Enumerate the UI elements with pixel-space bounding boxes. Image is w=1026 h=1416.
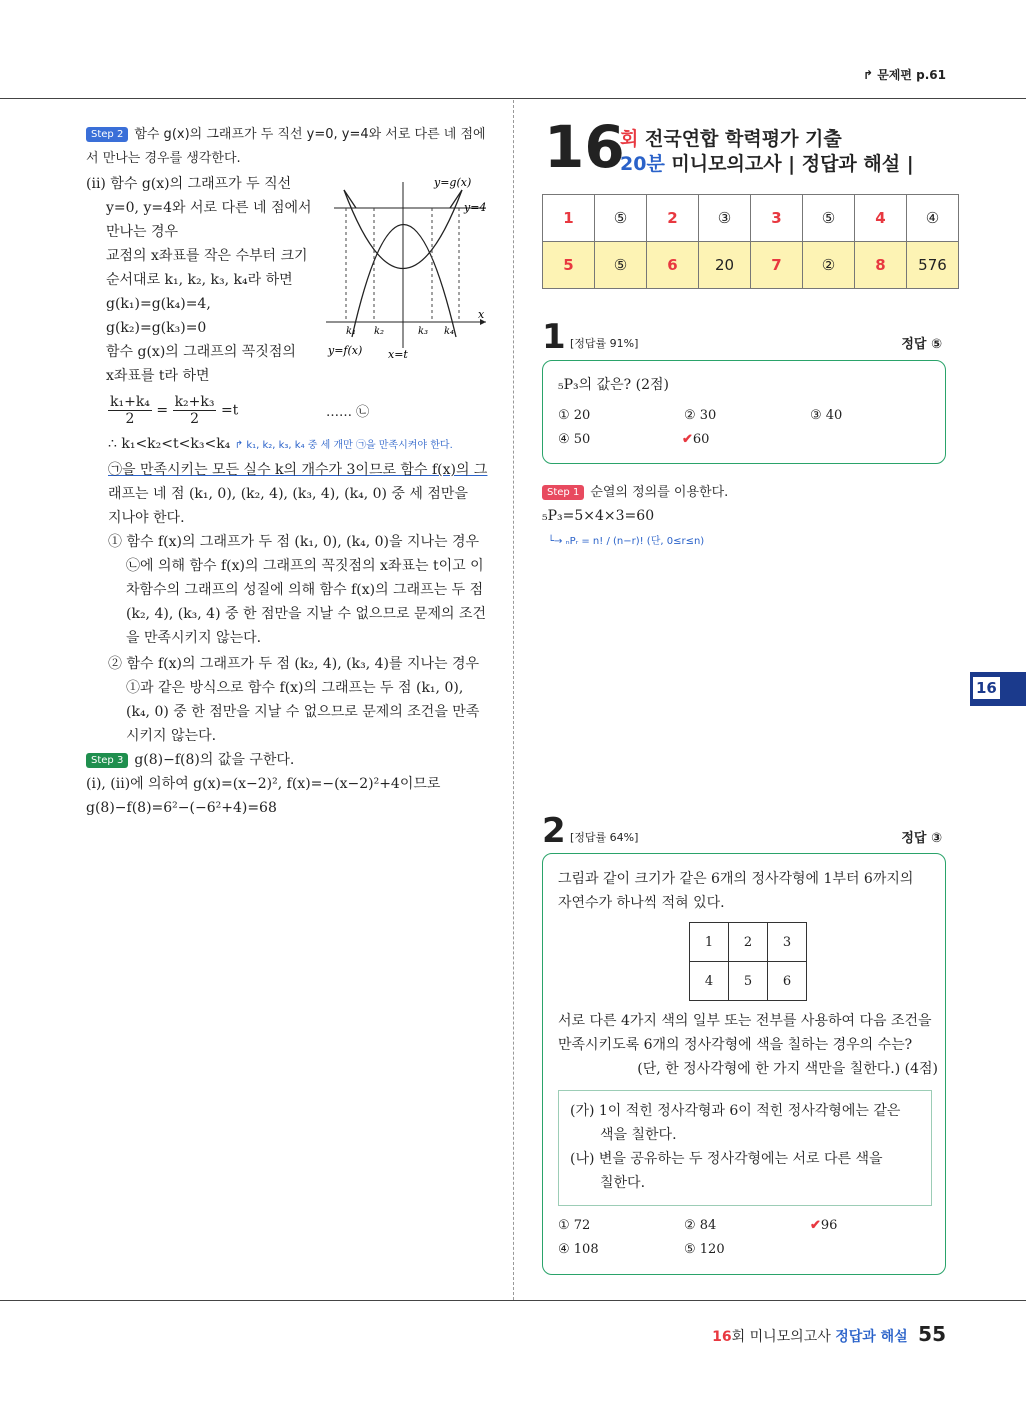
top-rule — [0, 98, 1026, 99]
step2-block: Step 2 함수 g(x)의 그래프가 두 직선 y=0, y=4와 서로 다른 네 점에 서 만나는 경우를 생각한다. — [86, 127, 486, 166]
q1-step-badge: Step 1 — [542, 485, 584, 500]
bottom-rule — [0, 1300, 1026, 1301]
label-x: x — [478, 308, 485, 321]
arrow-icon: ↱ — [862, 68, 873, 82]
step3-badge: Step 3 — [86, 753, 128, 768]
answer-cell: 6 — [647, 242, 699, 289]
label-k4: k₄ — [444, 326, 455, 337]
item-2: ② 함수 f(x)의 그래프가 두 점 (k₂, 4), (k₃, 4)를 지나는 경우 ①과 같은 방식으로 함수 f(x)의 그래프는 두 점 (k₁, 0), (k₄, 0) 중 한 점만을 지날 수 없으므로 문제의 조건을 만족 시키지 않는다. — [108, 656, 480, 744]
item-1: ① 함수 f(x)의 그래프가 두 점 (k₁, 0), (k₄, 0)을 지나는 경우 ㉡에 의해 함수 f(x)의 그래프의 꼭짓점의 x좌표는 t이고 이 차함수의 그래프의 성질에 의해 함수 f(x)의 그래프는 두 점 (k₂, 4), (k₃, 4) 중 한 점만을 지날 수 없으므로 문제의 조건 을 만족시키지 않는다. — [108, 534, 487, 646]
answer-cell: ⑤ — [595, 195, 647, 242]
q1-calc: ₅P₃=5×4×3=60 — [542, 508, 655, 524]
answer-cell: ④ — [907, 195, 959, 242]
step2-badge: Step 2 — [86, 127, 128, 142]
question-1-rate: [정답률 91%] — [570, 337, 639, 350]
q1-choice-4: ④ 50 — [558, 432, 591, 447]
paragraph-1: ㉠을 만족시키는 모든 실수 k의 개수가 3이므로 함수 f(x)의 그 래프는 네 점 (k₁, 0), (k₂, 4), (k₃, 4), (k₄, 0) 중 세 점만을 지나야 한다. — [108, 462, 488, 526]
question-2-text-2: 서로 다른 4가지 색의 일부 또는 전부를 사용하여 다음 조건을 만족시키도록 6개의 정사각형에 색을 칠하는 경우의 수는? (단, 한 정사각형에 한 가지 색만을 칠한다.) (4점) — [558, 1013, 938, 1077]
label-k2: k₂ — [374, 326, 385, 337]
round-number: 16 — [544, 113, 625, 181]
question-1-answer: 정답 ⑤ — [901, 337, 942, 352]
checkmark-icon: ✔ — [810, 1218, 821, 1233]
grid-cell: 4 — [690, 962, 729, 1001]
q1-choice-1: ① 20 — [558, 408, 591, 423]
q2-choice-3: ✔96 — [810, 1218, 838, 1233]
q2-choice-2: ② 84 — [684, 1218, 717, 1233]
label-g: y=g(x) — [434, 176, 472, 189]
answer-cell: 2 — [647, 195, 699, 242]
answer-cell: 4 — [855, 195, 907, 242]
label-f: y=f(x) — [328, 344, 363, 357]
label-t: x=t — [388, 348, 408, 361]
grid-cell: 2 — [729, 923, 768, 962]
q1-step: Step 1 순열의 정의를 이용한다. — [542, 481, 728, 500]
answer-cell: ⑤ — [595, 242, 647, 289]
inequality: ∴ k₁<k₂<t<k₃<k₄ ↱ k₁, k₂, k₃, k₄ 중 세 개만 ㉠을 만족시켜야 한다. — [108, 436, 453, 452]
answer-cell: 3 — [751, 195, 803, 242]
q1-choice-5: ✔60 — [682, 432, 710, 447]
case-ii-block: (ii) 함수 g(x)의 그래프가 두 직선 y=0, y=4와 서로 다른 네 점에서 만나는 경우 교점의 x좌표를 작은 수부터 크기 순서대로 k₁, k₂, k₃, k₄라 하면 g(k₁)=g(k₄)=4, g(k₂)=g(k₃)=0 함수 g(x)의 그래프의 꼭짓점의 x좌표를 t라 하면 — [86, 176, 312, 384]
question-2-rate: [정답률 64%] — [570, 831, 639, 844]
answer-cell: ② — [803, 242, 855, 289]
q1-formula: └→ ₙPᵣ = n! / (n−r)! (단, 0≤r≤n) — [548, 536, 705, 547]
answer-cell: 8 — [855, 242, 907, 289]
page-number: 55 — [918, 1322, 946, 1346]
grid-cell: 5 — [729, 962, 768, 1001]
conditions-text: (가) 1이 적힌 정사각형과 6이 적힌 정사각형에는 같은 색을 칠한다. (나) 변을 공유하는 두 정사각형에는 서로 다른 색을 칠한다. — [570, 1103, 901, 1191]
label-k3: k₃ — [418, 326, 429, 337]
inequality-note: ↱ k₁, k₂, k₃, k₄ 중 세 개만 ㉠을 만족시켜야 한다. — [234, 440, 453, 451]
question-2-answer: 정답 ③ — [901, 831, 942, 846]
label-y4: y=4 — [464, 201, 487, 214]
q2-choice-1: ① 72 — [558, 1218, 591, 1233]
function-graph — [326, 172, 496, 364]
q2-choice-5: ⑤ 120 — [684, 1242, 725, 1257]
q1-choice-2: ② 30 — [684, 408, 717, 423]
label-k1: k₁ — [346, 326, 357, 337]
chapter-side-tab: 16 — [970, 672, 1026, 706]
grid-cell: 3 — [768, 923, 807, 962]
answer-table — [542, 194, 959, 289]
page-footer: 16회 미니모의고사 정답과 해설 55 — [712, 1322, 946, 1346]
answer-cell: 20 — [699, 242, 751, 289]
grid-cell: 1 — [690, 923, 729, 962]
answer-cell: 5 — [543, 242, 595, 289]
question-1-text: ₅P₃의 값은? (2점) — [558, 377, 669, 393]
answer-cell: ⑤ — [803, 195, 855, 242]
equation-tag: …… ㉡ — [326, 405, 370, 420]
checkmark-icon: ✔ — [682, 432, 693, 447]
problem-page-reference: ↱ 문제편 p.61 — [862, 68, 946, 82]
question-1-number: 1 — [542, 317, 566, 357]
answer-cell: 7 — [751, 242, 803, 289]
q2-choice-4: ④ 108 — [558, 1242, 599, 1257]
grid-cell: 6 — [768, 962, 807, 1001]
answer-cell: 1 — [543, 195, 595, 242]
question-2-number: 2 — [542, 811, 566, 851]
question-2-text: 그림과 같이 크기가 같은 6개의 정사각형에 1부터 6까지의 자연수가 하나씩 적혀 있다. — [558, 871, 914, 911]
answer-cell: 576 — [907, 242, 959, 289]
number-grid — [689, 922, 807, 1001]
round-title: 회 전국연합 학력평가 기출 — [620, 128, 842, 150]
fraction-equation: $\frac{\text{k₁+k₄}}{2}$ = $\frac{\text{k₂+k₃}}{2}$ =t — [110, 394, 239, 427]
q1-choice-3: ③ 40 — [810, 408, 843, 423]
round-subtitle: 20분 미니모의고사 | 정답과 해설 | — [620, 153, 914, 175]
column-divider — [513, 100, 514, 1300]
step3-block: Step 3 g(8)−f(8)의 값을 구한다. (i), (ii)에 의하여 g(x)=(x−2)², f(x)=−(x−2)²+4이므로 g(8)−f(8)=6²−(−6²+4)=68 — [86, 752, 441, 816]
answer-cell: ③ — [699, 195, 751, 242]
